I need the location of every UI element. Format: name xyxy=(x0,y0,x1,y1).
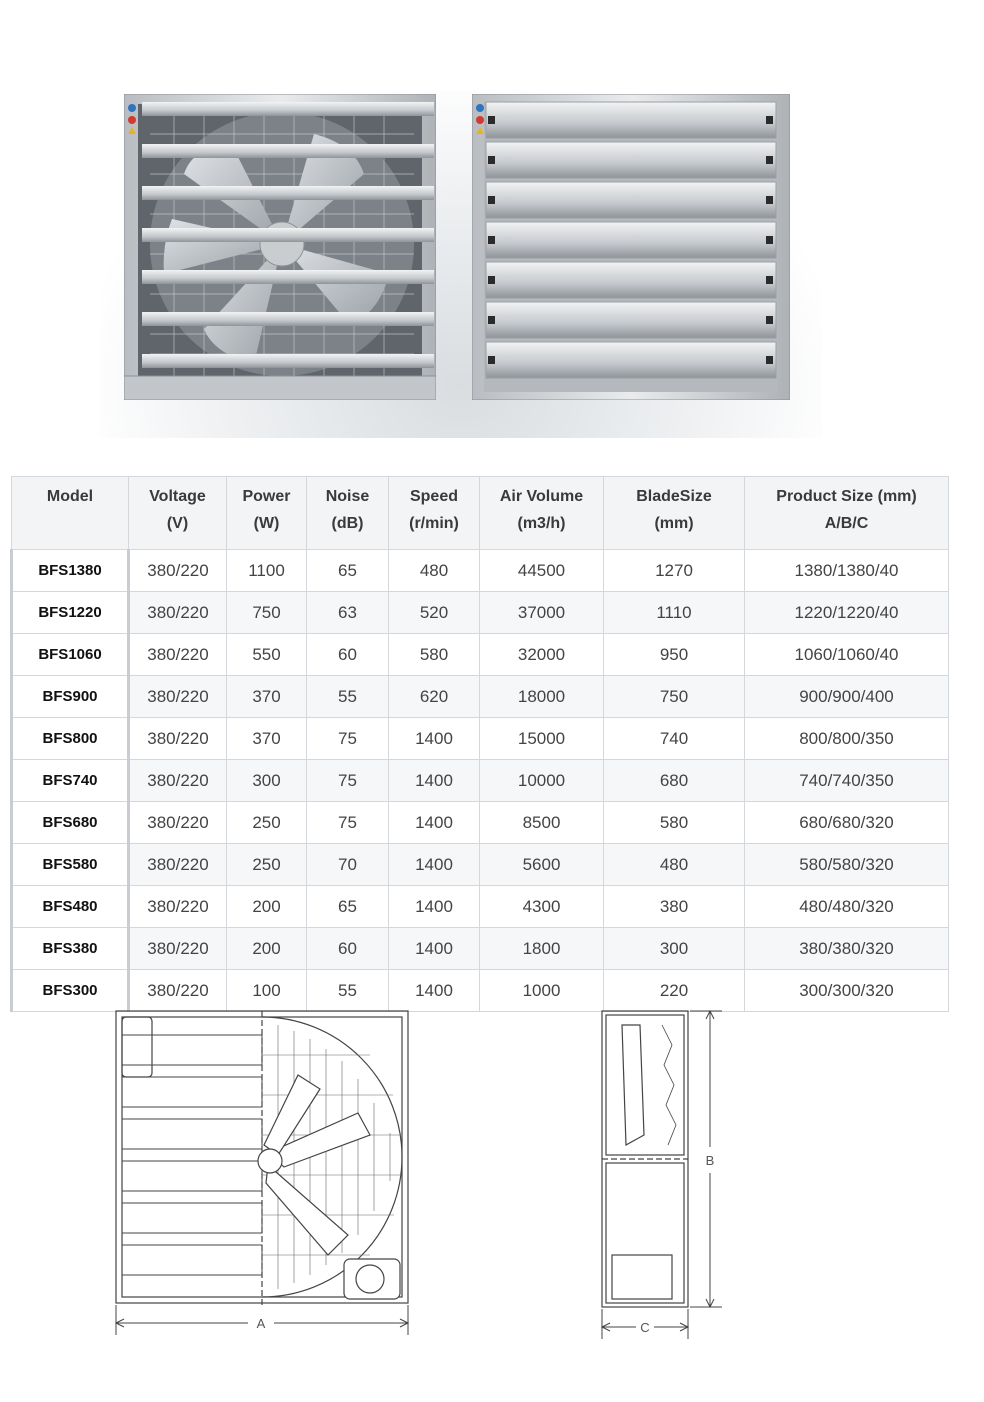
table-cell: 480 xyxy=(604,844,745,886)
table-cell: 200 xyxy=(227,928,307,970)
table-cell: 740 xyxy=(604,718,745,760)
model-cell: BFS1060 xyxy=(12,634,129,676)
table-cell: 1000 xyxy=(480,970,604,1012)
exhaust-fan-closed-photo xyxy=(472,94,790,400)
table-cell: 480 xyxy=(389,550,480,592)
table-cell: 100 xyxy=(227,970,307,1012)
table-cell: 32000 xyxy=(480,634,604,676)
table-cell: 1400 xyxy=(389,844,480,886)
table-cell: 680/680/320 xyxy=(745,802,949,844)
table-cell: 65 xyxy=(307,550,389,592)
table-cell: 680 xyxy=(604,760,745,802)
table-cell: 380/220 xyxy=(129,718,227,760)
table-cell: 380/220 xyxy=(129,550,227,592)
table-cell: 380/220 xyxy=(129,634,227,676)
table-cell: 380/220 xyxy=(129,592,227,634)
table-header-row xyxy=(12,477,949,550)
table-cell: 380/220 xyxy=(129,676,227,718)
table-cell: 60 xyxy=(307,928,389,970)
table-row xyxy=(12,676,949,718)
side-view-drawing xyxy=(592,1005,732,1345)
table-cell: 1100 xyxy=(227,550,307,592)
table-cell: 900/900/400 xyxy=(745,676,949,718)
table-cell: 1400 xyxy=(389,970,480,1012)
table-cell: 70 xyxy=(307,844,389,886)
table-cell: 55 xyxy=(307,676,389,718)
column-header: Noise (dB) xyxy=(307,477,389,550)
table-cell: 5600 xyxy=(480,844,604,886)
table-row xyxy=(12,886,949,928)
table-cell: 950 xyxy=(604,634,745,676)
table-cell: 44500 xyxy=(480,550,604,592)
dimension-c-label: C xyxy=(640,1320,650,1335)
table-row xyxy=(12,760,949,802)
table-cell: 15000 xyxy=(480,718,604,760)
table-row xyxy=(12,634,949,676)
column-header: Product Size (mm) A/B/C xyxy=(745,477,949,550)
model-cell: BFS740 xyxy=(12,760,129,802)
table-cell: 380/220 xyxy=(129,928,227,970)
exhaust-fan-open-photo xyxy=(124,94,436,400)
table-cell: 250 xyxy=(227,844,307,886)
table-row xyxy=(12,928,949,970)
table-cell: 380/220 xyxy=(129,886,227,928)
table-cell: 520 xyxy=(389,592,480,634)
table-cell: 550 xyxy=(227,634,307,676)
table-cell: 1270 xyxy=(604,550,745,592)
table-cell: 300/300/320 xyxy=(745,970,949,1012)
table-cell: 1380/1380/40 xyxy=(745,550,949,592)
table-cell: 480/480/320 xyxy=(745,886,949,928)
table-cell: 580 xyxy=(604,802,745,844)
column-header: Power (W) xyxy=(227,477,307,550)
table-cell: 1400 xyxy=(389,886,480,928)
table-cell: 800/800/350 xyxy=(745,718,949,760)
column-header: Speed (r/min) xyxy=(389,477,480,550)
table-row xyxy=(12,592,949,634)
specification-table xyxy=(10,476,949,1012)
table-cell: 300 xyxy=(604,928,745,970)
table-cell: 55 xyxy=(307,970,389,1012)
table-row xyxy=(12,718,949,760)
model-cell: BFS380 xyxy=(12,928,129,970)
table-cell: 1400 xyxy=(389,802,480,844)
model-cell: BFS900 xyxy=(12,676,129,718)
table-cell: 370 xyxy=(227,718,307,760)
table-cell: 620 xyxy=(389,676,480,718)
table-cell: 220 xyxy=(604,970,745,1012)
table-cell: 63 xyxy=(307,592,389,634)
table-cell: 60 xyxy=(307,634,389,676)
table-body xyxy=(12,550,949,1012)
dimension-b-label: B xyxy=(705,1153,715,1168)
column-header: BladeSize (mm) xyxy=(604,477,745,550)
table-cell: 37000 xyxy=(480,592,604,634)
table-cell: 1800 xyxy=(480,928,604,970)
table-row xyxy=(12,802,949,844)
table-cell: 380 xyxy=(604,886,745,928)
table-cell: 300 xyxy=(227,760,307,802)
model-cell: BFS680 xyxy=(12,802,129,844)
table-cell: 18000 xyxy=(480,676,604,718)
product-photos xyxy=(100,90,822,438)
table-cell: 1400 xyxy=(389,928,480,970)
table-cell: 380/220 xyxy=(129,802,227,844)
table-cell: 75 xyxy=(307,718,389,760)
table-cell: 250 xyxy=(227,802,307,844)
model-cell: BFS300 xyxy=(12,970,129,1012)
table-cell: 75 xyxy=(307,760,389,802)
table-cell: 750 xyxy=(604,676,745,718)
table-cell: 1400 xyxy=(389,760,480,802)
table-cell: 750 xyxy=(227,592,307,634)
model-cell: BFS480 xyxy=(12,886,129,928)
table-cell: 1060/1060/40 xyxy=(745,634,949,676)
table-row xyxy=(12,550,949,592)
model-cell: BFS1380 xyxy=(12,550,129,592)
table-cell: 1400 xyxy=(389,718,480,760)
front-view-drawing xyxy=(108,1005,428,1345)
table-row xyxy=(12,844,949,886)
table-cell: 1110 xyxy=(604,592,745,634)
table-cell: 10000 xyxy=(480,760,604,802)
table-cell: 740/740/350 xyxy=(745,760,949,802)
model-cell: BFS1220 xyxy=(12,592,129,634)
column-header: Air Volume (m3/h) xyxy=(480,477,604,550)
model-cell: BFS580 xyxy=(12,844,129,886)
column-header: Voltage (V) xyxy=(129,477,227,550)
table-cell: 4300 xyxy=(480,886,604,928)
table-cell: 1220/1220/40 xyxy=(745,592,949,634)
table-cell: 200 xyxy=(227,886,307,928)
column-header: Model xyxy=(12,477,129,550)
dimension-a-label: A xyxy=(256,1316,266,1331)
table-cell: 580 xyxy=(389,634,480,676)
table-cell: 65 xyxy=(307,886,389,928)
table-cell: 380/220 xyxy=(129,844,227,886)
table-cell: 8500 xyxy=(480,802,604,844)
model-cell: BFS800 xyxy=(12,718,129,760)
table-cell: 380/220 xyxy=(129,970,227,1012)
table-cell: 580/580/320 xyxy=(745,844,949,886)
table-cell: 380/220 xyxy=(129,760,227,802)
table-cell: 380/380/320 xyxy=(745,928,949,970)
table-cell: 75 xyxy=(307,802,389,844)
table-cell: 370 xyxy=(227,676,307,718)
